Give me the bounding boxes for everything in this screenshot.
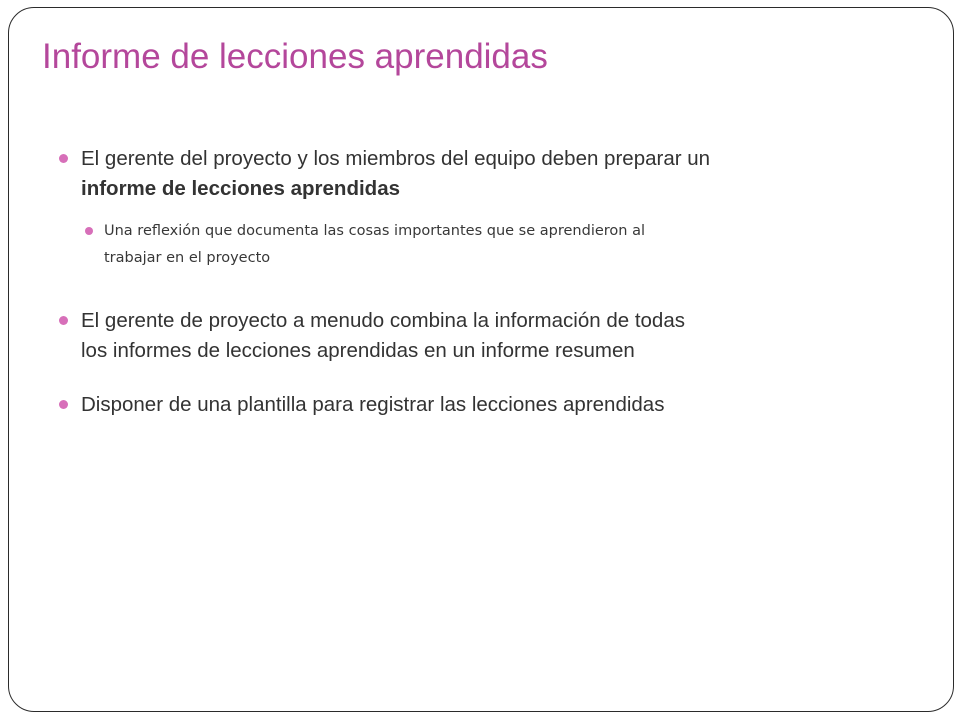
slide-frame: [8, 7, 954, 712]
bullet-text-line: trabajar en el proyecto: [104, 250, 271, 266]
bullet-text-line: El gerente del proyecto y los miembros del equipo deben preparar un: [81, 147, 711, 170]
bullet-text-emphasis: informe de lecciones aprendidas: [81, 177, 400, 200]
sub-bullet-item: [104, 218, 645, 272]
bullet-text-line: los informes de lecciones aprendidas en un informe resumen: [81, 339, 635, 362]
bullet-item: [81, 144, 710, 204]
bullet-marker-icon: [59, 400, 68, 409]
bullet-item: [81, 306, 685, 366]
bullet-marker-icon: [59, 154, 68, 163]
bullet-text-line: Una reflexión que documenta las cosas importantes que se aprendieron al: [104, 223, 645, 239]
bullet-item: [81, 390, 664, 420]
slide-title: Informe de lecciones aprendidas: [42, 37, 548, 76]
bullet-text-line: El gerente de proyecto a menudo combina la información de todas: [81, 309, 685, 332]
bullet-marker-icon: [85, 227, 93, 235]
bullet-marker-icon: [59, 316, 68, 325]
bullet-text-line: Disponer de una plantilla para registrar las lecciones aprendidas: [81, 393, 665, 416]
